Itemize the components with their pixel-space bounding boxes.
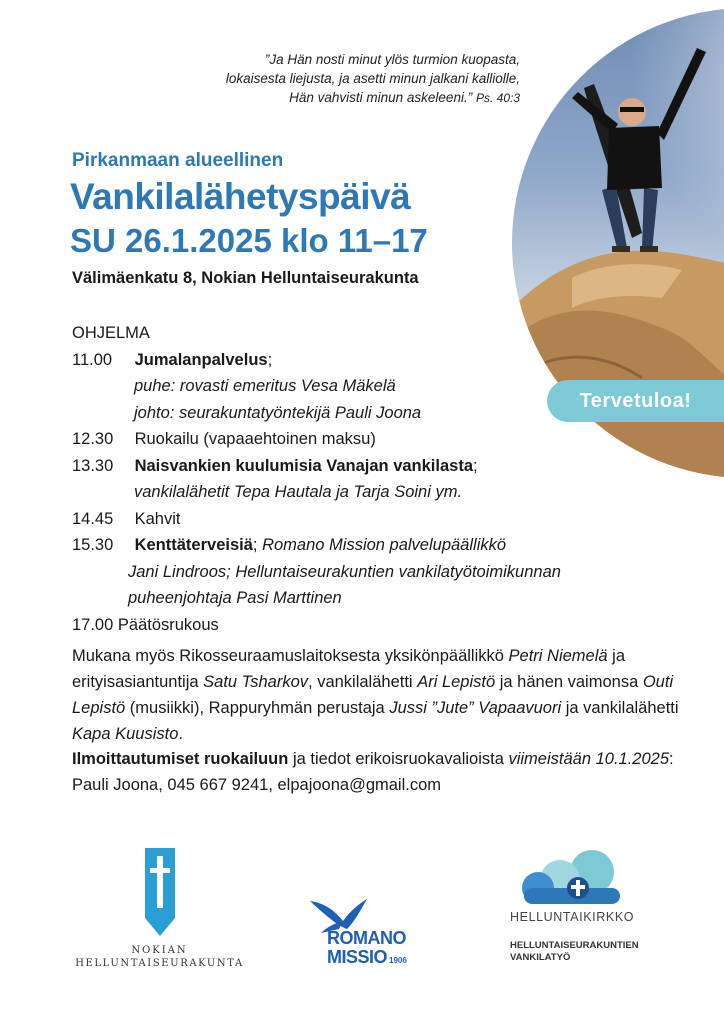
registration-contact: : Pauli Joona, 045 667 9241, elpajoona@gmail.com <box>72 750 674 794</box>
program-detail: Jani Lindroos; Helluntaiseurakuntien vankilatyötoimikunnan <box>128 562 561 581</box>
logo-text: HELLUNTAISEURAKUNTIEN <box>510 940 639 951</box>
event-title: Vankilalähetyspäivä <box>70 176 411 217</box>
program-item-1530 <box>72 532 692 559</box>
participant-name: Kapa Kuusisto <box>72 725 179 743</box>
para-text: , vankilalähetti <box>308 673 418 691</box>
logo-text: MISSIO <box>327 947 388 967</box>
program <box>72 320 692 638</box>
program-sep: ; <box>252 536 263 554</box>
program-title: Jumalanpalvelus <box>134 350 268 369</box>
participant-name: Jussi ”Jute” Vapaavuori <box>389 699 562 717</box>
program-detail: Romano Mission palvelupäällikkö <box>262 536 507 554</box>
program-text: Päätösrukous <box>117 615 219 634</box>
logo-text: VANKILATYÖ <box>510 952 571 963</box>
quote-line-3-wrap <box>150 88 520 108</box>
program-time: 13.30 <box>72 456 114 475</box>
participant-name: Ari Lepistö <box>417 673 496 691</box>
program-item-1100 <box>72 347 692 374</box>
quote-line-1: ”Ja Hän nosti minut ylös turmion kuopasta, <box>264 52 520 67</box>
program-detail: vankilalähetit Tepa Hautala ja Tarja Soini ym. <box>134 483 463 501</box>
para-text: ja erityisasiantuntija <box>72 647 626 691</box>
nokian-helluntaiseurakunta-logo <box>72 840 247 980</box>
program-text: Ruokailu (vapaaehtoinen maksu) <box>134 430 376 448</box>
logo-text: ROMANO <box>327 928 406 948</box>
program-time: 11.00 <box>72 350 113 369</box>
quote-line-2: lokaisesta liejusta, ja asetti minun jalkani kalliolle, <box>225 71 520 86</box>
dove-icon <box>305 893 425 933</box>
participant-name: Petri Niemelä <box>508 647 608 665</box>
program-heading: OHJELMA <box>72 324 150 342</box>
program-item-1230 <box>72 426 692 453</box>
registration-paragraph <box>72 746 692 798</box>
program-time: 15.30 <box>72 536 114 554</box>
program-title: Naisvankien kuulumisia Vanajan vankilasta <box>134 456 474 475</box>
program-detail: puhe: rovasti emeritus Vesa Mäkelä <box>134 377 396 395</box>
cross-icon <box>72 840 247 940</box>
para-text: Mukana myös Rikosseuraamuslaitoksesta yksikönpäällikkö <box>72 647 509 665</box>
event-address: Välimäenkatu 8, Nokian Helluntaiseurakunta <box>72 269 419 287</box>
logo-text: NOKIAN <box>131 945 188 956</box>
para-text: ja tiedot erikoisruokavalioista <box>288 750 509 768</box>
participant-name: Outi Lepistö <box>72 673 674 717</box>
para-text: ja vankilalähetti <box>561 699 679 717</box>
romano-missio-logo <box>305 893 425 973</box>
quote-line-3: Hän vahvisti minun askeleeni.” <box>289 90 473 105</box>
event-region: Pirkanmaan alueellinen <box>72 150 284 171</box>
participants-paragraph <box>72 643 692 747</box>
para-text: ja hänen vaimonsa <box>495 673 643 691</box>
helluntaikirkko-logo <box>510 848 680 978</box>
program-title: Kenttäterveisiä <box>134 536 253 554</box>
program-sep: ; <box>267 350 273 369</box>
registration-deadline: viimeistään 10.1.2025 <box>508 750 669 768</box>
participant-name: Satu Tsharkov <box>203 673 309 691</box>
cloud-cross-icon <box>510 848 630 908</box>
logo-text: HELLUNTAISEURAKUNTA <box>75 958 244 969</box>
para-text: (musiikki), Rappuryhmän perustaja <box>125 699 390 717</box>
event-date: SU 26.1.2025 klo 11–17 <box>70 222 428 259</box>
quote-ref: Ps. 40:3 <box>475 91 520 105</box>
program-detail: puheenjohtaja Pasi Marttinen <box>128 589 342 607</box>
bible-quote <box>150 50 520 108</box>
program-text: Kahvit <box>134 509 181 528</box>
program-sep: ; <box>473 456 478 475</box>
program-detail: johto: seurakuntatyöntekijä Pauli Joona <box>134 403 422 422</box>
para-text: . <box>178 725 183 743</box>
program-item-1330 <box>72 453 692 480</box>
logo-text: HELLUNTAIKIRKKO <box>510 910 635 924</box>
logo-year: 1906 <box>389 956 407 965</box>
program-time: 17.00 <box>72 615 114 634</box>
program-time: 14.45 <box>72 509 114 528</box>
registration-label: Ilmoittautumiset ruokailuun <box>72 750 289 768</box>
program-item-1445 <box>72 506 692 533</box>
welcome-banner: Tervetuloa! <box>547 380 724 422</box>
program-item-1700 <box>72 612 692 639</box>
program-time: 12.30 <box>72 430 114 448</box>
